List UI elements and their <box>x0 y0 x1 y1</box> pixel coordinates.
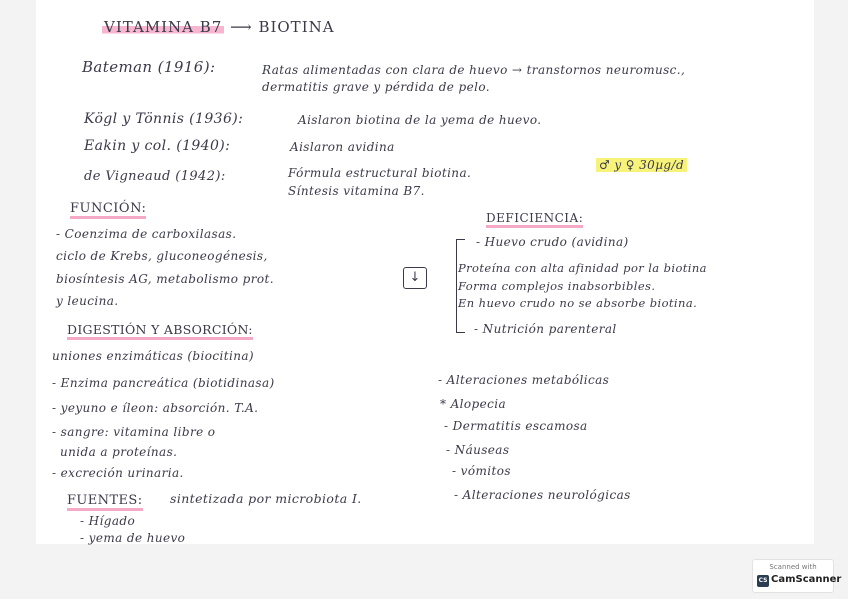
camscanner-watermark <box>752 559 842 593</box>
camscanner-logo-icon: CS <box>757 575 769 587</box>
deficiencia-line: - Nutrición parenteral <box>474 322 617 336</box>
deficiencia-heading: DEFICIENCIA: <box>486 211 583 228</box>
digestion-heading: DIGESTIÓN Y ABSORCIÓN: <box>67 322 253 340</box>
vigneaud-text-1: Fórmula estructural biotina. <box>288 166 472 180</box>
bateman-text-1: Ratas alimentadas con clara de huevo → transtornos neuromusc., <box>262 63 686 77</box>
deficiencia-line: Forma complejos inabsorbibles. <box>458 279 656 293</box>
funcion-line: ciclo de Krebs, gluconeogénesis, <box>56 249 268 263</box>
title-arrow: ⟶ <box>230 18 253 36</box>
sintoma-line: - Náuseas <box>446 443 510 457</box>
page-title <box>102 18 335 36</box>
decrease-arrow-icon: ↓ <box>403 267 427 289</box>
title-vitamin: VITAMINA B7 <box>104 18 223 36</box>
camscanner-name: CamScanner <box>771 574 842 585</box>
sintoma-line: - vómitos <box>452 464 511 478</box>
digestion-line: - yeyuno e íleon: absorción. T.A. <box>52 401 259 415</box>
sintoma-line: - Dermatitis escamosa <box>444 419 588 433</box>
dose-highlight: ♂ y ♀ 30µg/d <box>596 158 687 172</box>
kogl-text: Aislaron biotina de la yema de huevo. <box>298 113 542 127</box>
digestion-line: unida a proteínas. <box>60 445 178 459</box>
digestion-line: - Enzima pancreática (biotidinasa) <box>52 376 275 390</box>
digestion-line: uniones enzimáticas (biocitina) <box>52 349 254 363</box>
kogl-label: Kögl y Tönnis (1936): <box>84 111 244 127</box>
eakin-label: Eakin y col. (1940): <box>84 138 231 154</box>
funcion-line: - Coenzima de carboxilasas. <box>56 227 237 241</box>
fuentes-text: sintetizada por microbiota I. <box>170 491 362 506</box>
digestion-line: - excreción urinaria. <box>52 466 184 480</box>
sintoma-line: * Alopecia <box>440 397 507 411</box>
fuentes-item: - Hígado <box>80 514 136 528</box>
title-biotina: BIOTINA <box>258 18 335 36</box>
funcion-heading: FUNCIÓN: <box>70 201 146 219</box>
funcion-line: y leucina. <box>56 294 119 308</box>
deficiencia-line: Proteína con alta afinidad por la biotina <box>458 261 707 275</box>
digestion-line: - sangre: vitamina libre o <box>52 425 216 439</box>
bateman-label: Bateman (1916): <box>82 58 216 76</box>
fuentes-item: - yema de huevo <box>80 531 186 545</box>
bateman-text-2: dermatitis grave y pérdida de pelo. <box>262 80 490 94</box>
eakin-text: Aislaron avidina <box>290 140 395 154</box>
sintoma-line: - Alteraciones metabólicas <box>438 373 610 387</box>
deficiencia-line: - Huevo crudo (avidina) <box>476 235 629 249</box>
sintoma-line: - Alteraciones neurológicas <box>454 488 631 502</box>
vigneaud-text-2: Síntesis vitamina B7. <box>288 184 425 198</box>
funcion-line: biosíntesis AG, metabolismo prot. <box>56 272 274 286</box>
scanned-with-label: Scanned with <box>769 563 817 571</box>
vigneaud-label: de Vigneaud (1942): <box>84 169 226 184</box>
deficiencia-line: En huevo crudo no se absorbe biotina. <box>458 296 698 310</box>
fuentes-heading: FUENTES: <box>67 493 143 511</box>
